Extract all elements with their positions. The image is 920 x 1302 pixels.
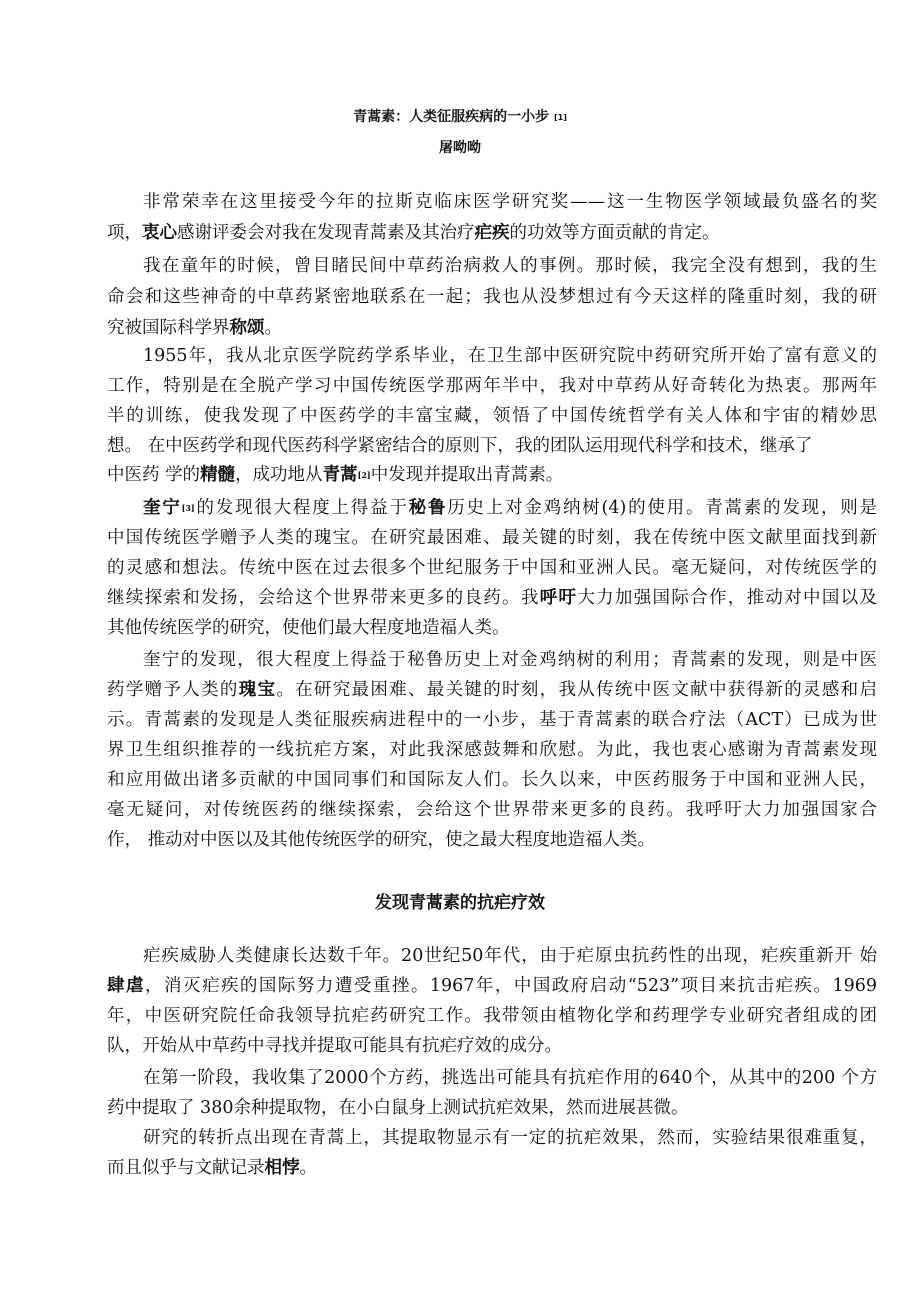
para3-line5: 中医药 学的精髓，成功地从青蒿[2]中发现并提取出青蒿素。 <box>107 465 564 485</box>
para3-line3: 半的训练，使我发现了中医药学的丰富宝藏，领悟了中国传统哲学有关人体和宇宙的精妙思 <box>107 406 877 426</box>
para4-line4: 继续探索和发扬，会给这个世界带来更多的良药。我呼吁大力加强国际合作，推动对中国以及 <box>107 588 877 608</box>
para5-line1: 奎宁的发现，很大程度上得益于秘鲁历史上对金鸡纳树的利用；青蒿素的发现，则是中医 <box>143 650 877 670</box>
author-name: 屠呦呦 <box>439 140 481 156</box>
para5-line3: 示。青蒿素的发现是人类征服疾病进程中的一小步，基于青蒿素的联合疗法（ACT）已成为世 <box>107 710 877 730</box>
para1-line1: 非常荣幸在这里接受今年的拉斯克临床医学研究奖——这一生物医学领域最负盛名的奖 <box>143 192 877 212</box>
para5-line2: 药学赠予人类的瑰宝。在研究最困难、最关键的时刻，我从传统中医文献中获得新的灵感和启 <box>107 680 877 700</box>
s2-para1-line1: 疟疾威胁人类健康长达数千年。20世纪50年代，由于疟原虫抗药性的出现，疟疾重新开 始 <box>143 946 877 966</box>
para4-line3: 的灵感和想法。传统中医在过去很多个世纪服务于中国和亚洲人民。毫无疑问，对传统医学的 <box>107 558 877 578</box>
para4-line1: 奎宁[3]的发现很大程度上得益于秘鲁历史上对金鸡纳树(4)的使用。青蒿素的发现，则是 <box>143 498 878 518</box>
s2-para3-line2: 而且似乎与文献记录相悖。 <box>107 1158 317 1178</box>
para4-line2: 中国传统医学赠予人类的瑰宝。在研究最困难、最关键的时刻，我在传统中医文献里面找到新 <box>107 528 877 548</box>
para3-line1: 1955年，我从北京医学院药学系毕业，在卫生部中医研究院中药研究所开始了富有意义的 <box>143 346 877 366</box>
para2-line3: 究被国际科学界称颂。 <box>107 318 282 338</box>
title-text: 青蒿素：人类征服疾病的一小步 <box>353 109 550 125</box>
s2-para2-line1: 在第一阶段，我收集了2000个方药，挑选出可能具有抗疟作用的640个，从其中的200 个方 <box>143 1068 877 1088</box>
document-title <box>0 106 920 126</box>
title-footnote-ref[interactable]: [1] <box>553 113 567 122</box>
s2-para2-line2: 药中提取了 380余种提取物，在小白鼠身上测试抗疟效果，然而进展甚微。 <box>107 1098 689 1118</box>
para5-line6: 毫无疑问，对传统医药的继续探索，会给这个世界带来更多的良药。我呼吁大力加强国家合 <box>107 800 877 820</box>
s2-para3-line1: 研究的转折点出现在青蒿上，其提取物显示有一定的抗疟效果，然而，实验结果很难重复， <box>143 1128 877 1148</box>
para5-line4: 界卫生组织推荐的一线抗疟方案，对此我深感鼓舞和欣慰。为此，我也衷心感谢为青蒿素发现 <box>107 740 877 760</box>
footnote-ref-3[interactable]: [3] <box>181 503 195 513</box>
para3-line2: 工作，特别是在全脱产学习中国传统医学那两年半中，我对中草药从好奇转化为热衷。那两年 <box>107 376 877 396</box>
s2-para1-line4: 队，开始从中草药中寻找并提取可能具有抗疟疗效的成分。 <box>107 1036 562 1056</box>
para5-line7: 作， 推动对中医以及其他传统医学的研究，使之最大程度地造福人类。 <box>107 830 656 850</box>
para3-line4: 想。 在中医药学和现代医药科学紧密结合的原则下，我的团队运用现代科学和技术，继承了 <box>107 436 813 456</box>
s2-para1-line2: 肆虐，消灭疟疾的国际努力遭受重挫。1967年，中国政府启动“523”项目来抗击疟疾。1969 <box>107 976 877 996</box>
s2-para1-line3: 年，中医研究院任命我领导抗疟药研究工作。我带领由植物化学和药理学专业研究者组成的团 <box>107 1006 877 1026</box>
para1-line2: 项，衷心感谢评委会对我在发现青蒿素及其治疗疟疾的功效等方面贡献的肯定。 <box>107 223 720 243</box>
para4-line5: 其他传统医学的研究，使他们最大程度地造福人类。 <box>107 618 510 638</box>
para2-line2: 命会和这些神奇的中草药紧密地联系在一起；我也从没梦想过有今天这样的隆重时刻，我的研 <box>107 287 877 307</box>
footnote-ref-2[interactable]: [2] <box>357 470 371 480</box>
section-heading: 发现青蒿素的抗疟疗效 <box>375 893 545 913</box>
para2-line1: 我在童年的时候，曾目睹民间中草药治病救人的事例。那时候，我完全没有想到，我的生 <box>143 256 877 276</box>
para5-line5: 和应用做出诸多贡献的中国同事们和国际友人们。长久以来，中医药服务于中国和亚洲人民， <box>107 770 877 790</box>
